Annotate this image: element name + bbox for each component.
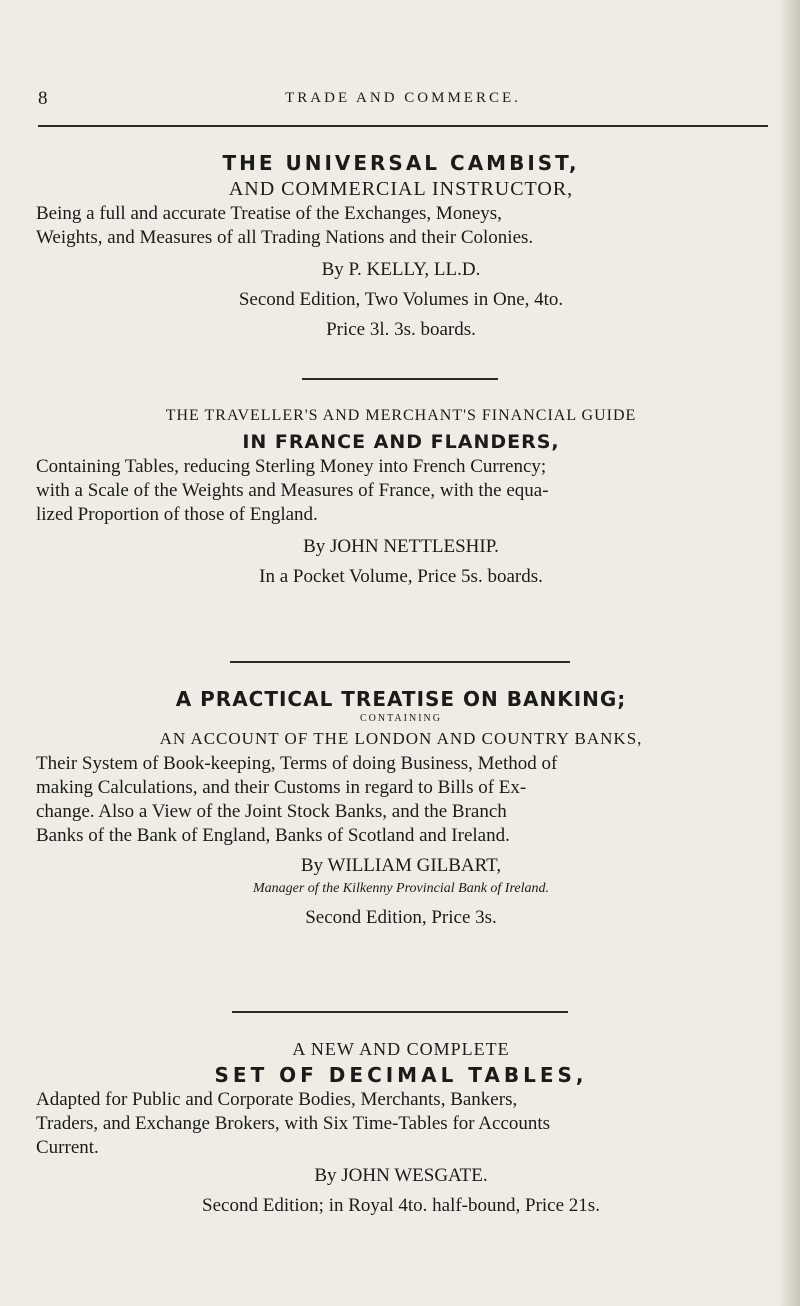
header-rule: [38, 125, 768, 127]
entry-title: IN FRANCE AND FLANDERS,: [242, 431, 560, 453]
entry-price: Price 3l. 3s. boards.: [326, 319, 476, 340]
entry-universal-cambist: [36, 150, 766, 342]
entry-banking-treatise: [36, 686, 766, 930]
running-title: TRADE AND COMMERCE.: [285, 90, 521, 106]
entry-description-line: with a Scale of the Weights and Measures of France, with the equa-: [36, 480, 549, 501]
page-number: 8: [38, 88, 48, 109]
entry-description-line: Weights, and Measures of all Trading Nations and their Colonies.: [36, 227, 534, 248]
entry-description-line: Adapted for Public and Corporate Bodies, Merchants, Bankers,: [36, 1089, 518, 1110]
entry-author: By WILLIAM GILBART,: [300, 855, 502, 876]
entry-edition: Second Edition, Two Volumes in One, 4to.: [238, 289, 564, 310]
entry-author: By JOHN WESGATE.: [314, 1165, 488, 1186]
entry-title: THE UNIVERSAL CAMBIST,: [222, 151, 580, 175]
page-edge-shadow: [778, 0, 800, 1306]
entry-containing: CONTAINING: [360, 713, 442, 724]
entry-author: By JOHN NETTLESHIP.: [303, 536, 499, 557]
entry-decimal-tables: [36, 1036, 766, 1218]
entry-author-role: Manager of the Kilkenny Provincial Bank of Ireland.: [252, 881, 549, 896]
page-header: [38, 88, 768, 118]
entry-financial-guide: [36, 403, 766, 589]
entry-title: SET OF DECIMAL TABLES,: [214, 1063, 588, 1087]
entry-author: By P. KELLY, LL.D.: [321, 259, 481, 280]
entry-subtitle: AN ACCOUNT OF THE LONDON AND COUNTRY BANKS,: [159, 729, 643, 748]
entry-description-line: making Calculations, and their Customs in regard to Bills of Ex-: [36, 777, 527, 798]
section-divider: [232, 1011, 568, 1013]
entry-title-top: THE TRAVELLER'S AND MERCHANT'S FINANCIAL GUIDE: [165, 407, 637, 424]
section-divider: [230, 661, 570, 663]
entry-description-line: lized Proportion of those of England.: [36, 504, 318, 525]
entry-price: Second Edition; in Royal 4to. half-bound, Price 21s.: [202, 1195, 600, 1216]
entry-price: Second Edition, Price 3s.: [305, 907, 497, 928]
entry-description-line: Their System of Book-keeping, Terms of doing Business, Method of: [36, 753, 558, 774]
entry-description-line: Banks of the Bank of England, Banks of Scotland and Ireland.: [36, 825, 510, 846]
entry-title-top: A NEW AND COMPLETE: [292, 1039, 510, 1059]
entry-description-line: Containing Tables, reducing Sterling Money into French Currency;: [36, 456, 547, 477]
entry-description-line: change. Also a View of the Joint Stock Banks, and the Branch: [36, 801, 507, 822]
entry-subtitle: AND COMMERCIAL INSTRUCTOR,: [228, 178, 574, 200]
entry-description-line: Being a full and accurate Treatise of the Exchanges, Moneys,: [36, 203, 502, 224]
section-divider: [302, 378, 498, 380]
entry-title: A PRACTICAL TREATISE ON BANKING;: [175, 687, 627, 711]
entry-price: In a Pocket Volume, Price 5s. boards.: [259, 566, 543, 587]
entry-description-line: Current.: [36, 1137, 99, 1158]
entry-description-line: Traders, and Exchange Brokers, with Six Time-Tables for Accounts: [36, 1113, 551, 1134]
